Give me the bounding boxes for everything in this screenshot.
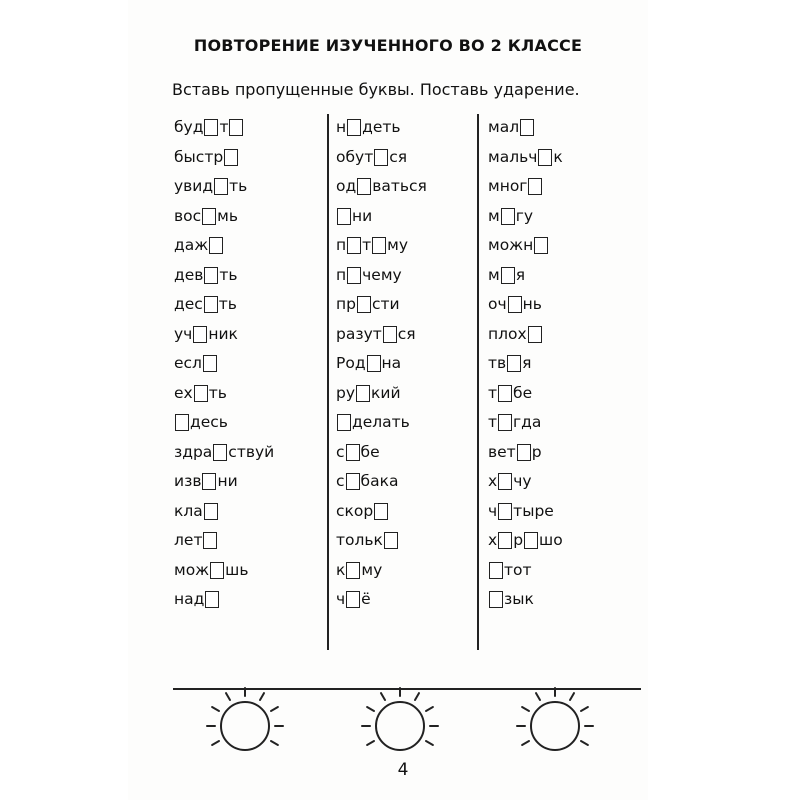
word-fragment: разут (336, 324, 382, 343)
word-fragment: увид (174, 177, 214, 195)
word-fragment: х (488, 472, 498, 490)
sun-ray (522, 707, 529, 711)
word-fragment: обут (336, 147, 374, 166)
word-fragment: ё (361, 590, 371, 608)
page-number: 4 (397, 760, 409, 780)
word-fragment: п (336, 265, 347, 284)
word-fragment: изв (174, 472, 202, 490)
sun-ray (581, 741, 588, 745)
word-fragment: м (488, 206, 500, 225)
sun-ray (260, 693, 264, 700)
sun-ray (426, 707, 433, 711)
word-fragment: шь (225, 560, 249, 579)
word-fragment: мал (488, 118, 520, 136)
sun-ray (271, 707, 278, 711)
sun-ray (426, 741, 433, 745)
word-fragment: с (336, 442, 345, 461)
word-fragment: нь (522, 295, 542, 313)
word-fragment: чу (513, 472, 532, 490)
sun-circle (531, 702, 579, 750)
word-fragment: ч (336, 590, 346, 608)
sun-ray (581, 707, 588, 711)
word-fragment: ник (208, 324, 238, 343)
word-fragment: т (219, 118, 229, 136)
word-fragment: тольк (336, 531, 383, 549)
sun-ray (522, 741, 529, 745)
sun-circle (221, 702, 269, 750)
word-fragment: скор (336, 501, 374, 520)
word-fragment: од (336, 177, 357, 195)
word-fragment: уч (174, 324, 193, 343)
word-fragment: здра (174, 442, 213, 461)
word-fragment: мальч (488, 147, 538, 166)
word-fragment: буд (174, 118, 204, 136)
sun-ray (367, 741, 374, 745)
word-fragment: х (488, 531, 498, 549)
word-fragment: т (488, 383, 498, 402)
word-fragment: лет (174, 531, 203, 549)
word-fragment: тыре (513, 501, 554, 520)
sun-ray (226, 693, 230, 700)
sun-ray (271, 741, 278, 745)
word-fragment: м (488, 265, 500, 284)
word-fragment: бака (360, 472, 399, 490)
word-fragment: пр (336, 295, 356, 313)
word-fragment: делать (352, 413, 410, 431)
word-fragment: тот (504, 560, 532, 579)
word-fragment: т (488, 413, 498, 431)
word-fragment: р (513, 531, 524, 549)
word-fragment: шо (539, 531, 563, 549)
word-fragment: ся (389, 147, 408, 166)
word-fragment: тв (488, 354, 507, 372)
word-fragment: ваться (372, 177, 427, 195)
word-fragment: я (522, 354, 532, 372)
sun-ray (570, 693, 574, 700)
word-fragment: мь (217, 206, 238, 225)
sun-ray (536, 693, 540, 700)
word-fragment: р (531, 442, 542, 461)
word-fragment: му (387, 236, 409, 254)
word-fragment: кла (174, 501, 203, 520)
word-fragment: ся (397, 324, 416, 343)
word-fragment: ни (352, 206, 373, 225)
word-fragment: ствуй (228, 442, 275, 461)
word-fragment: чему (362, 265, 402, 284)
exercise-instruction: Вставь пропущенные буквы. Поставь ударение. (172, 80, 580, 99)
word-fragment: Род (336, 354, 366, 372)
word-fragment: мног (488, 177, 528, 195)
sun-ray (212, 707, 219, 711)
word-fragment: плох (488, 324, 527, 343)
word-fragment: даж (174, 236, 209, 254)
sun-ray (381, 693, 385, 700)
page-title: ПОВТОРЕНИЕ ИЗУЧЕННОГО ВО 2 КЛАССЕ (193, 36, 583, 55)
word-fragment: т (362, 236, 372, 254)
word-fragment: ч (488, 501, 498, 520)
word-fragment: вет (488, 442, 516, 461)
word-fragment: му (361, 560, 383, 579)
word-fragment: оч (488, 295, 507, 313)
word-fragment: ть (218, 295, 237, 313)
word-fragment: ть (208, 383, 227, 402)
word-fragment: бе (513, 383, 533, 402)
word-fragment: ру (336, 383, 356, 402)
sun-circle (376, 702, 424, 750)
word-fragment: зык (504, 590, 534, 608)
word-fragment: к (553, 147, 563, 166)
word-fragment: ть (229, 177, 248, 195)
word-fragment: п (336, 236, 347, 254)
word-fragment: дес (174, 295, 203, 313)
word-fragment: ть (219, 265, 238, 284)
word-fragment: дев (174, 265, 204, 284)
word-fragment: к (336, 560, 346, 579)
word-fragment: н (336, 118, 347, 136)
word-fragment: деть (362, 118, 401, 136)
word-fragment: можн (488, 236, 534, 254)
word-fragment: я (515, 265, 526, 284)
word-fragment: мож (174, 560, 210, 579)
word-fragment: гда (513, 413, 542, 431)
word-fragment: кий (371, 383, 401, 402)
word-fragment: ни (217, 472, 238, 490)
word-fragment: ех (174, 383, 193, 402)
word-fragment: десь (190, 413, 228, 431)
word-fragment: вос (174, 206, 202, 225)
sun-ray (415, 693, 419, 700)
word-fragment: с (336, 472, 345, 490)
word-fragment: есл (174, 354, 202, 372)
word-fragment: бе (360, 442, 380, 461)
word-fragment: над (174, 590, 205, 608)
word-fragment: быстр (174, 147, 224, 166)
word-fragment: гу (515, 206, 534, 225)
word-fragment: сти (371, 295, 400, 313)
sun-ray (212, 741, 219, 745)
word-fragment: на (381, 354, 402, 372)
sun-ray (367, 707, 374, 711)
